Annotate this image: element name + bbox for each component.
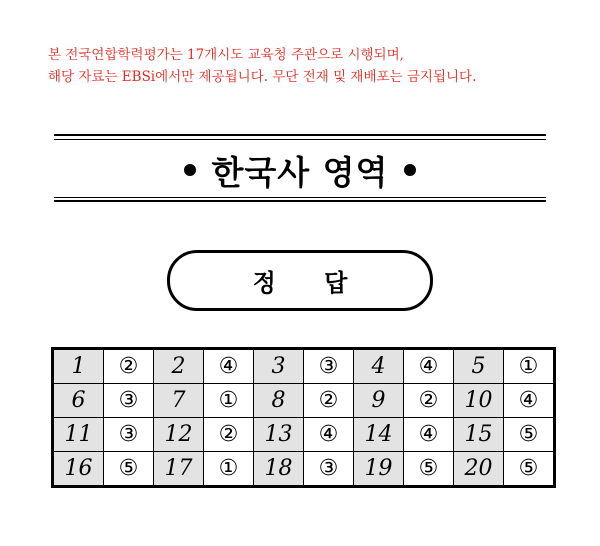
question-number: 14 (354, 418, 404, 452)
answer-choice: ② (104, 349, 154, 384)
question-number: 18 (254, 452, 304, 487)
bullet-right-icon (404, 164, 416, 176)
question-number: 6 (53, 384, 104, 418)
page-title: 한국사 영역 (211, 152, 389, 192)
question-number: 10 (454, 384, 504, 418)
question-number: 5 (454, 349, 504, 384)
notice-line-2: 해당 자료는 EBSi에서만 제공됩니다. 무단 전재 및 재배포는 금지됩니다. (48, 69, 477, 85)
answer-choice: ② (304, 384, 354, 418)
question-number: 20 (454, 452, 504, 487)
title-bottom-rule-thin (54, 197, 546, 198)
question-number: 13 (254, 418, 304, 452)
answer-choice: ③ (104, 384, 154, 418)
answer-label-box (167, 250, 433, 311)
answer-choice: ③ (304, 452, 354, 487)
question-number: 3 (254, 349, 304, 384)
answer-choice: ④ (504, 384, 555, 418)
answer-choice: ② (404, 384, 454, 418)
answer-choice: ② (204, 418, 254, 452)
question-number: 4 (354, 349, 404, 384)
answer-choice: ④ (304, 418, 354, 452)
table-row (53, 384, 555, 418)
answer-label: 정 답 (252, 269, 368, 297)
answer-choice: ⑤ (504, 418, 555, 452)
subject-title (54, 147, 546, 193)
table-row (53, 418, 555, 452)
question-number: 12 (154, 418, 204, 452)
answer-table (51, 347, 556, 488)
notice-line-1: 본 전국연합학력평가는 17개시도 교육청 주관으로 시행되며, (48, 47, 404, 63)
answer-choice: ④ (404, 418, 454, 452)
answer-choice: ⑤ (404, 452, 454, 487)
answer-choice: ③ (104, 418, 154, 452)
title-top-rule-thin (54, 139, 546, 140)
question-number: 16 (53, 452, 104, 487)
answer-choice: ⑤ (504, 452, 555, 487)
answer-choice: ⑤ (104, 452, 154, 487)
question-number: 8 (254, 384, 304, 418)
question-number: 11 (53, 418, 104, 452)
question-number: 19 (354, 452, 404, 487)
copyright-notice (48, 44, 588, 88)
question-number: 9 (354, 384, 404, 418)
question-number: 17 (154, 452, 204, 487)
answer-choice: ③ (304, 349, 354, 384)
table-row (53, 452, 555, 487)
bullet-left-icon (184, 164, 196, 176)
title-bottom-rule-thick (54, 200, 546, 202)
answer-choice: ① (204, 384, 254, 418)
answer-choice: ④ (404, 349, 454, 384)
question-number: 1 (53, 349, 104, 384)
question-number: 15 (454, 418, 504, 452)
table-row (53, 349, 555, 384)
answer-choice: ① (504, 349, 555, 384)
answer-choice: ④ (204, 349, 254, 384)
title-top-rule-thick (54, 134, 546, 136)
question-number: 7 (154, 384, 204, 418)
answer-choice: ① (204, 452, 254, 487)
question-number: 2 (154, 349, 204, 384)
